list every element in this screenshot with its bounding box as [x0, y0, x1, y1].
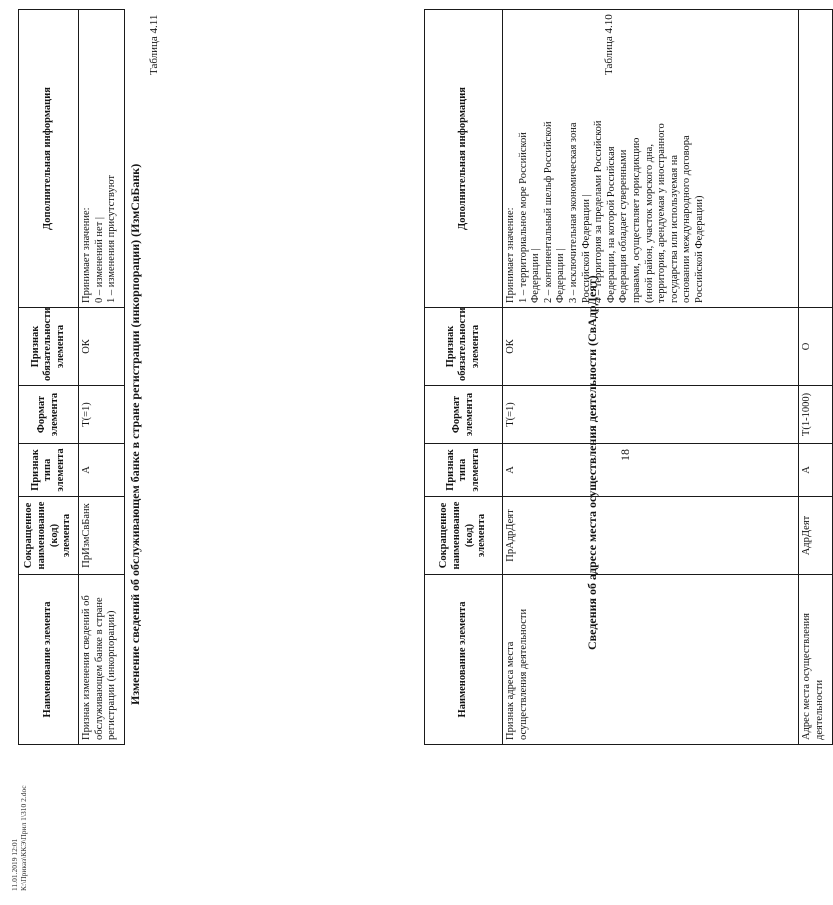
col-header-required: Признак обязательности элемента	[425, 308, 503, 386]
cell-name: Признак изменения сведений об обслуживающем банке в стране регистрации (инкорпорации)	[79, 575, 125, 745]
table-row	[799, 10, 833, 745]
col-header-code: Сокращенное наименование (код) элемента	[425, 497, 503, 575]
col-header-required: Признак обязательности элемента	[19, 308, 79, 386]
cell-format: T(=1)	[503, 386, 799, 444]
col-header-type: Признак типа элемента	[19, 444, 79, 497]
table-label: Таблица 4.11	[148, 14, 160, 75]
cell-code: ПрАдрДеят	[503, 497, 799, 575]
cell-required: О	[799, 308, 833, 386]
cell-required: ОК	[79, 308, 125, 386]
cell-code: ПрИзмСвБанк	[79, 497, 125, 575]
col-header-code: Сокращенное наименование (код) элемента	[19, 497, 79, 575]
col-header-type: Признак типа элемента	[425, 444, 503, 497]
cell-type: А	[503, 444, 799, 497]
table-row	[503, 10, 799, 745]
cell-info: Принимает значение: 1 – территориальное море Российской Федерации | 2 – континентальный шельф Российской Федерации | 3 – исключительная экономическая зона Российской Федерации | 4 – территория за пределами Российской Федерации, на которой Российская Федерация обладает суверенными правами, осуществляет юрисдикцию (иной район, участок морского дна, территория, арендуемая у иностранного государства или используемая на основании международного договора Российской Федерации)	[503, 10, 799, 308]
table-header-row	[19, 10, 79, 745]
page-number: 18	[618, 449, 632, 461]
cell-code: АдрДеят	[799, 497, 833, 575]
col-header-format: Формат элемента	[19, 386, 79, 444]
footer-timestamp: 11.01.2019 12:01	[10, 838, 19, 891]
table-4-10	[424, 9, 833, 745]
table-row	[79, 10, 125, 745]
table-header-row	[425, 10, 503, 745]
cell-info	[799, 10, 833, 308]
table-title: Изменение сведений об обслуживающем банке в стране регистрации (инкорпорации) (ИзмСвБанк)	[128, 163, 142, 705]
table-4-11	[18, 9, 125, 745]
col-header-info: Дополнительная информация	[425, 10, 503, 308]
table-label: Таблица 4.10	[603, 14, 615, 75]
cell-format: T(=1)	[79, 386, 125, 444]
footer	[10, 785, 29, 891]
footer-filepath: К:\Приказ\ККЭ\Прил 1\310 2.doc	[19, 785, 29, 891]
col-header-name: Наименование элемента	[19, 575, 79, 745]
cell-name: Признак адреса места осуществления деятельности	[503, 575, 799, 745]
col-header-name: Наименование элемента	[425, 575, 503, 745]
col-header-info: Дополнительная информация	[19, 10, 79, 308]
cell-required: ОК	[503, 308, 799, 386]
cell-type: А	[79, 444, 125, 497]
cell-name: Адрес места осуществления деятельности	[799, 575, 833, 745]
cell-type: А	[799, 444, 833, 497]
cell-info: Принимает значение: 0 – изменений нет | 1 – изменения присутствуют	[79, 10, 125, 308]
table-title: Сведения об адресе места осуществления деятельности (СвАдрДеят)	[585, 275, 599, 650]
col-header-format: Формат элемента	[425, 386, 503, 444]
cell-format: T(1-1000)	[799, 386, 833, 444]
